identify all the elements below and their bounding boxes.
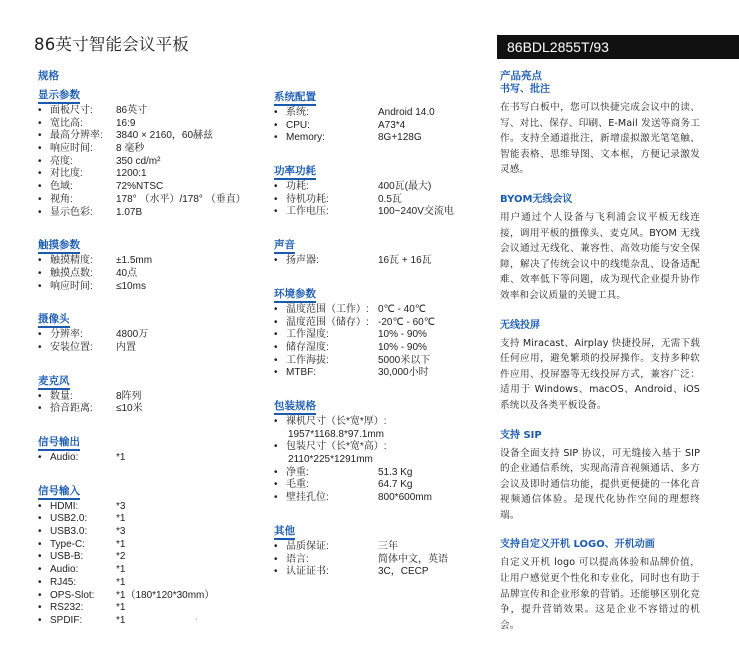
- spec-label: 待机功耗:: [286, 193, 329, 205]
- spec-value: A73*4: [378, 119, 406, 131]
- spec-label: HDMI:: [50, 500, 79, 512]
- spec-label: RS232:: [50, 602, 84, 614]
- spec-value: *3: [116, 526, 126, 538]
- spec-row: [38, 130, 258, 143]
- section-gap: [274, 145, 484, 159]
- spec-rows: [274, 541, 484, 579]
- spec-label: CPU:: [286, 119, 310, 131]
- spec-value: *1: [116, 564, 126, 576]
- bullet-dot: •: [38, 526, 42, 538]
- spec-row: [38, 181, 258, 194]
- section-heading: 触摸参数: [38, 239, 80, 254]
- bullet-dot: •: [38, 551, 42, 563]
- bullet-dot: •: [38, 130, 42, 142]
- spec-value: 350 cd/m²: [116, 155, 161, 167]
- bullet-dot: •: [38, 105, 42, 116]
- spec-rows: [38, 329, 258, 354]
- spec-row: [274, 107, 484, 120]
- spec-row: [274, 329, 484, 342]
- spec-value: 30,000小时: [378, 367, 429, 379]
- spec-value: 4800万: [116, 329, 149, 341]
- bullet-dot: •: [274, 255, 278, 267]
- spec-row: [38, 168, 258, 181]
- spec-value: 8阵列: [116, 390, 142, 402]
- section-heading: 包装规格: [274, 400, 316, 415]
- spec-row: [38, 539, 258, 552]
- spec-row: [38, 391, 258, 404]
- section-gap: [274, 219, 484, 233]
- bullet-dot: •: [38, 181, 42, 193]
- bullet-dot: •: [38, 143, 42, 155]
- spec-label: 工作湿度:: [286, 329, 329, 341]
- section-gap: [274, 505, 484, 519]
- spec-row: [38, 551, 258, 564]
- spec-value: 10% - 90%: [378, 341, 427, 353]
- spec-value: *1: [116, 538, 126, 550]
- spec-value: *1: [116, 513, 126, 525]
- spec-label: 净重:: [286, 466, 309, 478]
- highlight-block: [500, 319, 700, 414]
- spec-label: 触摸点数:: [50, 267, 93, 279]
- spec-value: *1: [116, 614, 126, 626]
- spec-label: 触摸精度:: [50, 255, 93, 267]
- section-heading: 声音: [274, 239, 295, 254]
- spec-label: Memory:: [286, 132, 325, 144]
- spec-label: 分辨率:: [50, 329, 83, 341]
- bullet-dot: •: [274, 181, 278, 193]
- section-heading: 功率功耗: [274, 165, 316, 180]
- highlight-title: 无线投屏: [500, 319, 540, 331]
- spec-row: [38, 329, 258, 342]
- spec-column-left: [38, 70, 258, 628]
- spec-rows: [274, 107, 484, 145]
- spec-row: [38, 513, 258, 526]
- spec-row: [38, 105, 258, 118]
- highlight-text: 设备全面支持 SIP 协议，可无缝接入基于 SIP 的企业通信系统，实现高清音视频通话、多方会议及即时通信功能，提供更便捷的一体化音视频通信体验。是现代化协作空间的理想终端。: [500, 447, 700, 521]
- bullet-dot: •: [274, 341, 278, 353]
- bullet-dot: •: [274, 441, 278, 453]
- spec-row: [38, 194, 258, 207]
- spec-value: *2: [116, 551, 126, 563]
- spec-row: [274, 304, 484, 317]
- spec-row: [38, 255, 258, 268]
- bullet-dot: •: [274, 479, 278, 491]
- model-number-bar: 86BDL2855T/93: [497, 35, 739, 59]
- spec-section: [38, 479, 258, 628]
- spec-value: 86英寸: [116, 105, 148, 116]
- spec-row: [38, 207, 258, 220]
- document-title: 86英寸智能会议平板: [34, 35, 189, 54]
- spec-row: [274, 194, 484, 207]
- spec-rows: [38, 391, 258, 416]
- spec-label: 储存湿度:: [286, 341, 329, 353]
- bullet-dot: •: [38, 193, 42, 205]
- spec-label: 显示色彩:: [50, 206, 93, 218]
- section-gap: [38, 465, 258, 479]
- spec-row: [38, 118, 258, 131]
- spec-row: [38, 615, 258, 628]
- highlight-text: 支持 Miracast、Airplay 快捷投屏，无需下载任何应用，避免繁琐的投屏操作。支持多种软件应用、投屏器等无线投屏方式，兼容广泛：适用于 Windows、macOS、Android、iOS 系统以及各类平板设备。: [500, 337, 700, 411]
- spec-value: 8 毫秒: [116, 143, 145, 155]
- bullet-dot: •: [274, 132, 278, 144]
- spec-row: [274, 554, 484, 567]
- spec-value: *1: [116, 602, 126, 614]
- spec-label: 工作电压:: [286, 206, 329, 218]
- spec-row: [274, 355, 484, 368]
- spec-value: 8G+128G: [378, 132, 422, 144]
- spec-row: [274, 479, 484, 492]
- spec-value: 三年: [378, 540, 398, 552]
- spec-value: ±1.5mm: [116, 255, 153, 267]
- bullet-dot: •: [38, 117, 42, 129]
- bullet-dot: •: [38, 280, 42, 292]
- bullet-dot: •: [38, 206, 42, 218]
- section-heading: 显示参数: [38, 89, 80, 104]
- spec-section: [274, 85, 484, 145]
- bullet-dot: •: [274, 303, 278, 315]
- spec-label: 最高分辨率:: [50, 130, 103, 142]
- spec-value: *1: [116, 452, 126, 463]
- spec-rows: [274, 255, 484, 268]
- highlight-block: [500, 83, 700, 178]
- spec-label: 宽比高:: [50, 117, 83, 129]
- highlight-text: 用户通过个人设备与飞利浦会议平板无线连接，调用平板的摄像头、麦克风。BYOM 无线会议通过无线化、兼容性、高效功能与安全保障，解决了传统会议中的线缆杂乱、设备适配难、效率低下等问题，成为现代企业提升协作效率和会议质量的关键工具。: [500, 211, 700, 301]
- bullet-dot: •: [274, 107, 278, 118]
- highlight-title: 支持自定义开机 LOGO、开机动画: [500, 539, 655, 551]
- spec-row: [274, 416, 484, 441]
- bullet-dot: •: [38, 602, 42, 614]
- spec-label: 数量:: [50, 390, 73, 402]
- spec-row: [38, 143, 258, 156]
- spec-label: Audio:: [50, 564, 79, 576]
- section-heading: 摄像头: [38, 313, 70, 328]
- spec-label: 对比度:: [50, 168, 83, 180]
- bullet-dot: •: [38, 564, 42, 576]
- spec-label: OPS-Slot:: [50, 589, 95, 601]
- spec-label: 安装位置:: [50, 341, 93, 353]
- bullet-dot: •: [274, 329, 278, 341]
- bullet-dot: •: [38, 390, 42, 402]
- bullet-dot: •: [274, 367, 278, 379]
- spec-row: [38, 602, 258, 615]
- spec-label: USB-B:: [50, 551, 84, 563]
- spec-label: 面板尺寸:: [50, 105, 93, 116]
- spec-row: [274, 566, 484, 579]
- spec-label: RJ45:: [50, 576, 77, 588]
- highlight-text: 在书写白板中，您可以快捷完成会议中的读、写、对比、保存、印刷、E-Mail 发送等商务工作。支持全通道批注，新增虚拟激光笔笔触、智能表格、思维导图、文本框，方便记录激发灵感。: [500, 102, 700, 176]
- spec-row: [38, 281, 258, 294]
- section-gap: [274, 268, 484, 282]
- bullet-dot: •: [38, 255, 42, 267]
- spec-value: 简体中文，英语: [378, 553, 448, 565]
- spec-row: [38, 501, 258, 514]
- bullet-dot: •: [274, 316, 278, 328]
- spec-label: USB3.0:: [50, 526, 88, 538]
- spec-row: [38, 268, 258, 281]
- spec-label: 语言:: [286, 553, 309, 565]
- spec-row: [274, 467, 484, 480]
- spec-label: 色域:: [50, 181, 73, 193]
- spec-value: 内置: [116, 341, 136, 353]
- spec-value: 800*600mm: [378, 492, 432, 504]
- highlight-block: [500, 538, 700, 633]
- spec-value: 16瓦 + 16瓦: [378, 255, 432, 267]
- bullet-dot: •: [38, 267, 42, 279]
- bullet-dot: •: [274, 193, 278, 205]
- spec-value: 3840 × 2160，60赫兹: [116, 130, 214, 142]
- spec-value: 400瓦(最大): [378, 181, 432, 193]
- spec-row: [38, 452, 258, 465]
- bullet-dot: •: [274, 119, 278, 131]
- spec-value: 2110*225*1291mm: [288, 454, 373, 466]
- spec-rows: [274, 416, 484, 505]
- spec-value: 16:9: [116, 117, 136, 129]
- spec-value: 1200:1: [116, 168, 147, 180]
- spec-label: 毛重:: [286, 479, 309, 491]
- spec-value: 64.7 Kg: [378, 479, 413, 491]
- spec-label: 品质保证:: [286, 540, 329, 552]
- spec-section: [274, 519, 484, 579]
- spec-rows: [38, 501, 258, 628]
- spec-row: [274, 317, 484, 330]
- highlights-column: [500, 70, 700, 648]
- spec-label: Audio:: [50, 452, 79, 463]
- highlight-block: [500, 429, 700, 524]
- spec-rows: [274, 181, 484, 219]
- highlight-block: [500, 193, 700, 304]
- spec-label: 裸机尺寸（长*宽*厚）:: [286, 415, 387, 427]
- section-gap: [38, 416, 258, 430]
- spec-value: 1.07B: [116, 206, 143, 218]
- section-heading: 系统配置: [274, 91, 316, 106]
- spec-label: 系统:: [286, 107, 309, 118]
- spec-section: [274, 159, 484, 219]
- spec-value: 5000米以下: [378, 354, 431, 366]
- spec-column-middle: [274, 85, 484, 579]
- spec-row: [38, 577, 258, 590]
- spec-label: 响应时间:: [50, 280, 93, 292]
- bullet-dot: •: [38, 538, 42, 550]
- bullet-dot: •: [38, 168, 42, 180]
- spec-row: [274, 541, 484, 554]
- bullet-dot: •: [274, 206, 278, 218]
- spec-label: 亮度:: [50, 155, 73, 167]
- spec-section: [38, 307, 258, 354]
- spec-section: [274, 282, 484, 380]
- bullet-dot: •: [38, 329, 42, 341]
- spec-value: Android 14.0: [378, 107, 435, 118]
- spec-row: [38, 156, 258, 169]
- spec-row: [38, 342, 258, 355]
- spec-value: *3: [116, 500, 126, 512]
- spec-heading: 规格: [38, 70, 59, 82]
- spec-row: [38, 564, 258, 577]
- highlight-title: 支持 SIP: [500, 429, 542, 441]
- section-heading: 麦克风: [38, 375, 70, 390]
- bullet-dot: •: [38, 614, 42, 626]
- spec-row: [274, 120, 484, 133]
- bullet-dot: •: [38, 341, 42, 353]
- spec-section: [274, 394, 484, 505]
- section-gap: [38, 219, 258, 233]
- spec-label: 响应时间:: [50, 143, 93, 155]
- spec-label: 视角:: [50, 193, 73, 205]
- spec-value: 0.5瓦: [378, 193, 402, 205]
- highlight-text: 自定义开机 logo 可以提高体验和品牌价值，让用户感觉更个性化和专业化，同时也有助于品牌宣传和企业形象的营销。还能够区别化竞争，提升营销效果。这是企业不容错过的机会。: [500, 557, 700, 631]
- spec-rows: [38, 105, 258, 219]
- spec-label: 壁挂孔位:: [286, 492, 329, 504]
- spec-section: [38, 233, 258, 293]
- spec-row: [274, 367, 484, 380]
- spec-value: 0℃ - 40℃: [378, 303, 427, 315]
- spec-section: [38, 430, 258, 465]
- spec-label: 功耗:: [286, 181, 309, 193]
- spec-value: 51.3 Kg: [378, 466, 413, 478]
- bullet-dot: •: [274, 466, 278, 478]
- highlight-title: BYOM无线会议: [500, 193, 573, 205]
- spec-label: 工作海拔:: [286, 354, 329, 366]
- spec-row: [274, 206, 484, 219]
- spec-label: 包装尺寸（长*宽*高）:: [286, 441, 387, 453]
- spec-value: *1: [116, 576, 126, 588]
- spec-value: ≤10米: [116, 403, 143, 415]
- section-gap: [274, 380, 484, 394]
- spec-value: 3C，CECP: [378, 566, 429, 578]
- spec-row: [38, 403, 258, 416]
- spec-row: [274, 441, 484, 466]
- bullet-dot: •: [274, 566, 278, 578]
- spec-row: [274, 492, 484, 505]
- spec-section: [38, 83, 258, 219]
- spec-label: Type-C:: [50, 538, 86, 550]
- section-heading: 信号输出: [38, 436, 80, 451]
- footer-mark: ·: [195, 615, 198, 624]
- section-gap: [38, 355, 258, 369]
- section-heading: 环境参数: [274, 288, 316, 303]
- spec-label: 温度范围（工作）:: [286, 303, 369, 315]
- bullet-dot: •: [274, 540, 278, 552]
- section-heading: 其他: [274, 525, 295, 540]
- spec-value: 10% - 90%: [378, 329, 427, 341]
- spec-rows: [38, 452, 258, 465]
- spec-label: USB2.0:: [50, 513, 88, 525]
- bullet-dot: •: [38, 589, 42, 601]
- bullet-dot: •: [38, 576, 42, 588]
- spec-row: [38, 526, 258, 539]
- spec-label: 拾音距离:: [50, 403, 93, 415]
- spec-value: 72%NTSC: [116, 181, 164, 193]
- bullet-dot: •: [38, 403, 42, 415]
- bullet-dot: •: [274, 492, 278, 504]
- spec-row: [274, 181, 484, 194]
- spec-section: [38, 369, 258, 416]
- spec-value: 100~240V交流电: [378, 206, 454, 218]
- spec-rows: [38, 255, 258, 293]
- spec-label: MTBF:: [286, 367, 316, 379]
- spec-row: [38, 590, 258, 603]
- bullet-dot: •: [38, 155, 42, 167]
- bullet-dot: •: [274, 553, 278, 565]
- spec-row: [274, 255, 484, 268]
- section-heading: 信号输入: [38, 485, 80, 500]
- spec-label: SPDIF:: [50, 614, 83, 626]
- highlights-heading: 产品亮点: [500, 70, 542, 82]
- spec-value: 178° （水平）/178° （垂直）: [116, 193, 246, 205]
- spec-value: 40点: [116, 267, 138, 279]
- spec-value: ≤10ms: [116, 280, 146, 292]
- highlight-title: 书写、批注: [500, 84, 550, 95]
- spec-row: [274, 342, 484, 355]
- bullet-dot: •: [38, 513, 42, 525]
- spec-rows: [274, 304, 484, 380]
- section-gap: [38, 293, 258, 307]
- spec-label: 扬声器:: [286, 255, 319, 267]
- bullet-dot: •: [274, 415, 278, 427]
- spec-label: 认证证书:: [286, 566, 329, 578]
- bullet-dot: •: [38, 452, 42, 463]
- spec-value: *1（180*120*30mm）: [116, 589, 215, 601]
- spec-row: [274, 132, 484, 145]
- spec-label: 温度范围（储存）:: [286, 316, 369, 328]
- bullet-dot: •: [274, 354, 278, 366]
- spec-value: 1957*1168.8*97.1mm: [288, 428, 384, 440]
- spec-section: [274, 233, 484, 268]
- bullet-dot: •: [38, 500, 42, 512]
- spec-value: -20℃ - 60℃: [378, 316, 435, 328]
